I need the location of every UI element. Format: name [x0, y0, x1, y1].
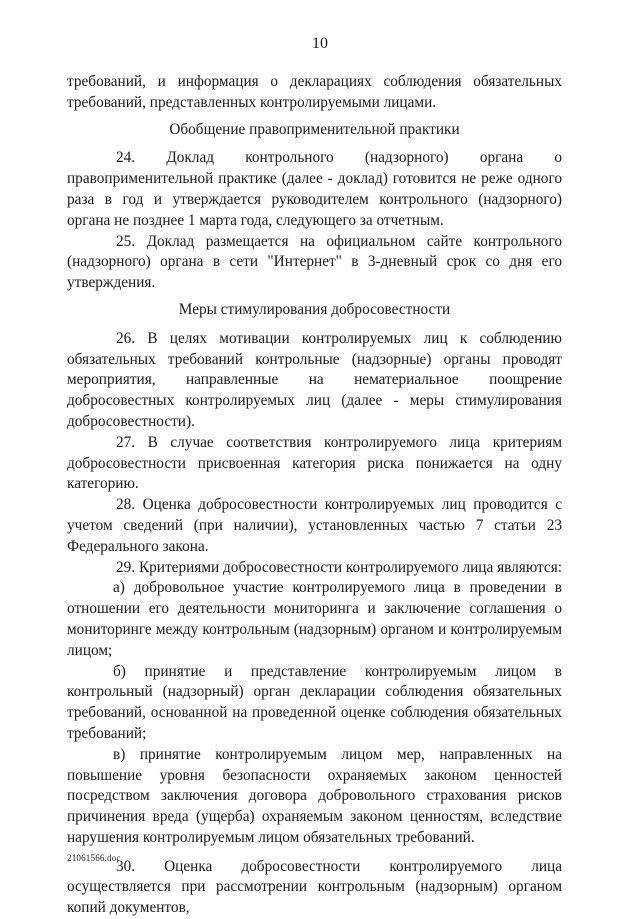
document-body [67, 72, 562, 919]
footer-filename: 21061566.doc [67, 853, 121, 863]
paragraph-29: 29. Критериями добросовестности контролируемого лица являются: [116, 558, 562, 576]
paragraph-29-a: а) добровольное участие контролируемого лица в проведении в отношении его деятельности мониторинга и заключение соглашения о мониторинге между контрольным (надзорным) органом и контролируемым лицом; [67, 579, 562, 659]
paragraph-25: 25. Доклад размещается на официальном сайте контрольного (надзорного) органа в сети "Интернет" в 3-дневный срок со дня его утверждения. [67, 232, 562, 292]
paragraph-29-c: в) принятие контролируемым лицом мер, направленных на повышение уровня безопасности охраняемых законом ценностей посредством заключения договора добровольного страхования рисков причинения вреда (ущерба) охраняемым законом ценностям, вследствие нарушения контролируемым лицом обязательных требований. [67, 745, 562, 846]
paragraph-27: 27. В случае соответствия контролируемого лица критериям добросовестности присвоенная категория риска понижается на одну категорию. [67, 433, 562, 493]
paragraph-29-b: б) принятие и представление контролируемым лицом в контрольный (надзорный) орган декларации соблюдения обязательных требований, основанной на проведенной оценке соблюдения обязательных требований; [67, 662, 562, 742]
paragraph-28: 28. Оценка добросовестности контролируемых лиц проводится с учетом сведений (при наличии), установленных частью 7 статьи 23 Федерального закона. [67, 496, 562, 555]
paragraph-24: 24. Доклад контрольного (надзорного) органа о правоприменительной практике (далее - доклад) готовится не реже одного раза в год и утверждается руководителем контрольного (надзорного) органа не позднее 1 марта года, следующего за отчетным. [67, 149, 562, 229]
paragraph-continuation: требований, и информация о декларациях соблюдения обязательных требований, представленных контролируемыми лицами. [67, 73, 562, 111]
paragraph-30: 30. Оценка добросовестности контролируемого лица осуществляется при рассмотрении контрольным (надзорным) органом копий документов, [67, 857, 562, 917]
page-number: 10 [312, 35, 328, 52]
section-heading-incentives: Меры стимулирования добросовестности [178, 300, 451, 318]
paragraph-26: 26. В целях мотивации контролируемых лиц к соблюдению обязательных требований контрольные (надзорные) органы проводят мероприятия, направленные на нематериальное поощрение добросовестных контролируемых лиц (далее - меры стимулирования добросовестности). [67, 329, 562, 430]
section-heading-practice: Обобщение правоприменительной практики [169, 120, 460, 138]
